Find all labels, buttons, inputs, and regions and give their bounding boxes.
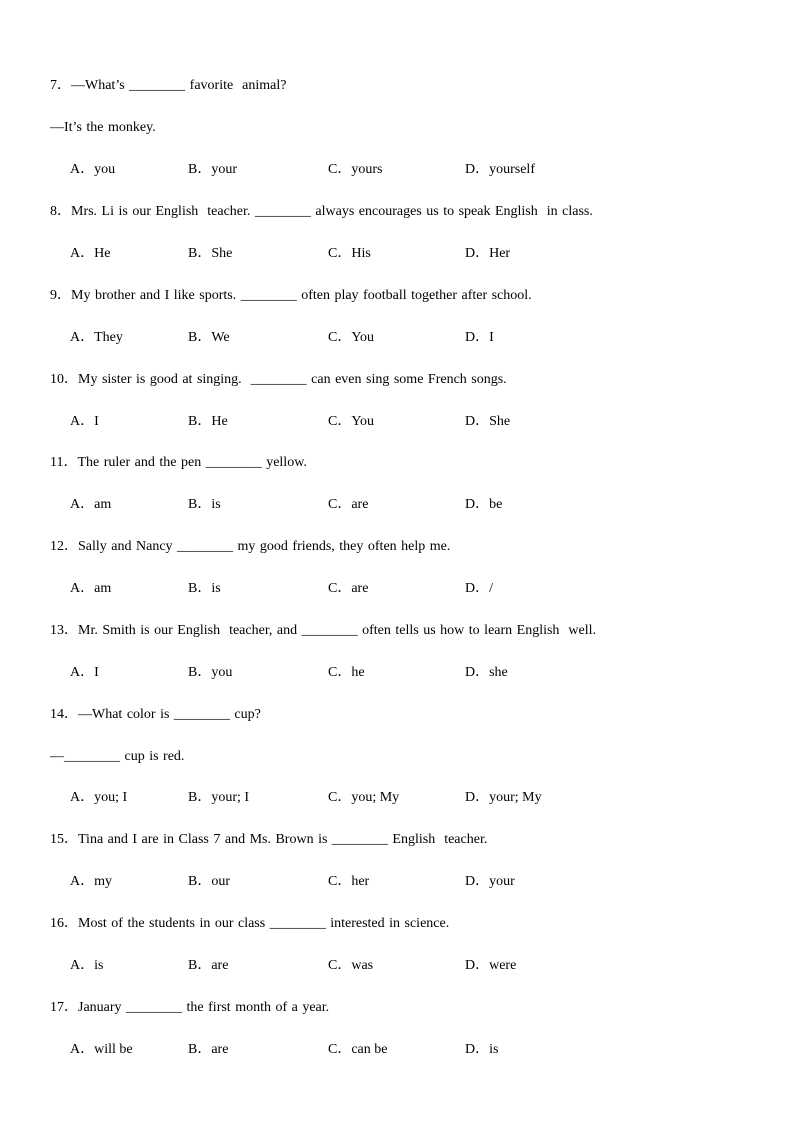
question-10-stem: 10．My sister is good at singing. ________ can even sing some French songs. [50, 372, 507, 387]
question-17-option-c[interactable]: C．can be [328, 1042, 388, 1057]
question-14-option-b[interactable]: B．your; I [188, 790, 250, 805]
question-10-option-c[interactable]: C．You [328, 414, 375, 429]
question-11-stem: 11．The ruler and the pen ________ yellow. [50, 455, 307, 470]
question-15-option-a[interactable]: A．my [70, 874, 112, 889]
question-16-option-d[interactable]: D．were [465, 958, 517, 973]
question-8-option-c[interactable]: C．His [328, 246, 371, 261]
question-7-option-d[interactable]: D．yourself [465, 162, 535, 177]
question-15-option-c[interactable]: C．her [328, 874, 370, 889]
question-8-option-b[interactable]: B．She [188, 246, 233, 261]
question-17-stem: 17．January ________ the first month of a year. [50, 1000, 330, 1015]
question-14-stem: 14．—What color is ________ cup? [50, 707, 261, 722]
question-7-option-c[interactable]: C．yours [328, 162, 383, 177]
question-13-stem: 13．Mr. Smith is our English teacher, and ________ often tells us how to learn English well. [50, 623, 597, 638]
question-17-option-d[interactable]: D．is [465, 1042, 499, 1057]
question-15-option-b[interactable]: B．our [188, 874, 230, 889]
question-9-option-c[interactable]: C．You [328, 330, 375, 345]
question-11-option-b[interactable]: B．is [188, 497, 221, 512]
question-13-option-c[interactable]: C．he [328, 665, 365, 680]
question-8-option-a[interactable]: A．He [70, 246, 111, 261]
question-11-option-d[interactable]: D．be [465, 497, 503, 512]
question-14-answer-line: —________ cup is red. [50, 749, 185, 764]
question-14-option-a[interactable]: A．you; I [70, 790, 128, 805]
question-10-option-d[interactable]: D．She [465, 414, 511, 429]
question-8-stem: 8．Mrs. Li is our English teacher. ________ always encourages us to speak English in class. [50, 204, 593, 219]
question-9-option-b[interactable]: B．We [188, 330, 230, 345]
question-14-option-d[interactable]: D．your; My [465, 790, 542, 805]
question-11-option-c[interactable]: C．are [328, 497, 369, 512]
question-16-option-a[interactable]: A．is [70, 958, 104, 973]
question-15-stem: 15．Tina and I are in Class 7 and Ms. Brown is ________ English teacher. [50, 832, 488, 847]
question-10-option-b[interactable]: B．He [188, 414, 228, 429]
question-13-option-b[interactable]: B．you [188, 665, 233, 680]
question-12-stem: 12．Sally and Nancy ________ my good friends, they often help me. [50, 539, 451, 554]
question-12-option-a[interactable]: A．am [70, 581, 112, 596]
question-17-option-b[interactable]: B．are [188, 1042, 229, 1057]
question-13-option-a[interactable]: A．I [70, 665, 99, 680]
question-14-option-c[interactable]: C．you; My [328, 790, 400, 805]
question-7-option-a[interactable]: A．you [70, 162, 116, 177]
question-17-option-a[interactable]: A．will be [70, 1042, 133, 1057]
question-16-stem: 16．Most of the students in our class ________ interested in science. [50, 916, 450, 931]
question-12-option-c[interactable]: C．are [328, 581, 369, 596]
question-16-option-b[interactable]: B．are [188, 958, 229, 973]
question-10-option-a[interactable]: A．I [70, 414, 99, 429]
question-7-stem: 7．—What’s ________ favorite animal? [50, 78, 287, 93]
question-11-option-a[interactable]: A．am [70, 497, 112, 512]
question-9-option-a[interactable]: A．They [70, 330, 123, 345]
question-12-option-b[interactable]: B．is [188, 581, 221, 596]
question-7-answer-line: —It’s the monkey. [50, 120, 156, 135]
question-12-option-d[interactable]: D．/ [465, 581, 493, 596]
question-13-option-d[interactable]: D．she [465, 665, 508, 680]
question-15-option-d[interactable]: D．your [465, 874, 515, 889]
question-16-option-c[interactable]: C．was [328, 958, 374, 973]
question-9-stem: 9．My brother and I like sports. ________ often play football together after school. [50, 288, 532, 303]
question-7-option-b[interactable]: B．your [188, 162, 237, 177]
question-9-option-d[interactable]: D．I [465, 330, 494, 345]
question-8-option-d[interactable]: D．Her [465, 246, 511, 261]
